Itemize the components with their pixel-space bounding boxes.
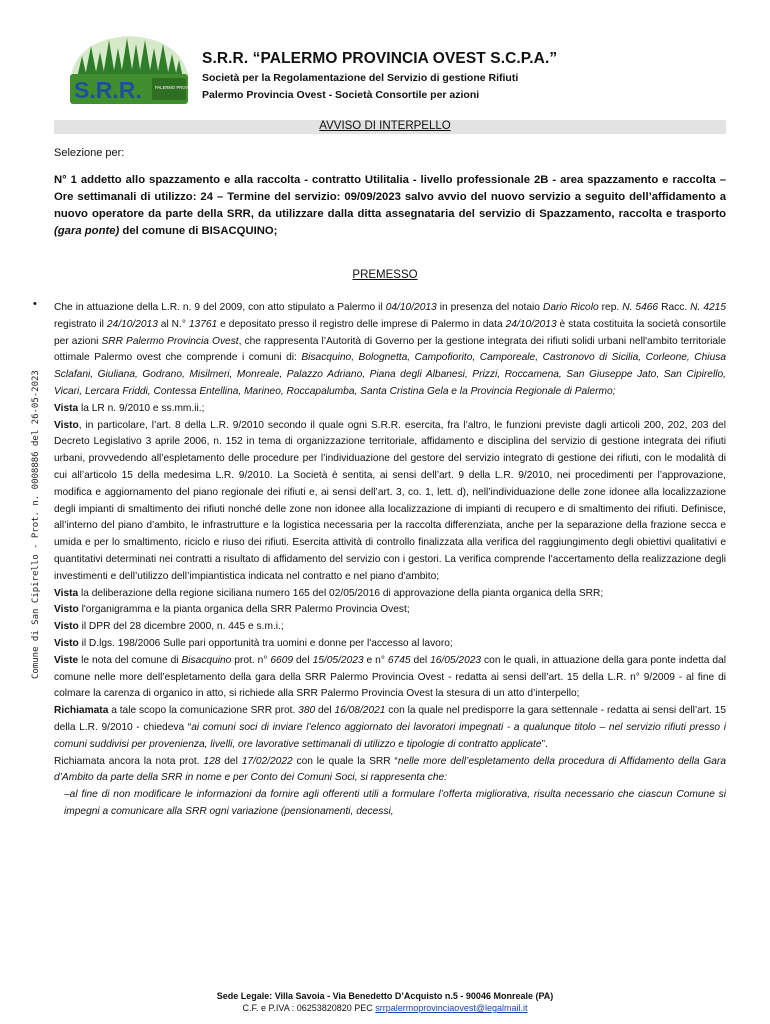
footer-fiscal: C.F. e P.IVA : 06253820820 PEC srrpalermoprovinciaovest@legalmail.it bbox=[242, 1003, 528, 1013]
job-description: N° 1 addetto allo spazzamento e alla raccolta - contratto Utilitalia - livello professionale 2B - area spazzamento e raccolta – Ore settimanali di utilizzo: 24 – Termine del servizio: 09/09/2023 salvo avvio del nuovo servizio a seguito dell’affidamento a nuovo operatore da parte della SRR, da utilizzare dalla ditta assegnataria del servizio di Spazzamento, raccolta e trasporto (gara ponte) del comune di BISACQUINO; bbox=[54, 174, 726, 237]
paragraph-visto-organigramma: Visto l'organigramma e la pianta organica della SRR Palermo Provincia Ovest; bbox=[54, 604, 410, 616]
paragraph-constitution: Che in attuazione della L.R. n. 9 del 2009, con atto stipulato a Palermo il 04/10/2013 in presenza del notaio Dario Ricolo rep. N. 5466 Racc. N. 4215 registrato il 24/10/2013 al N.° 13761 e depositato presso il registro delle imprese di Palermo in data 24/10/2013 è stata costituita la società consortile per azioni SRR Palermo Provincia Ovest, che rappresenta l’Autorità di Governo per la gestione integrata dei rifiuti solidi urbani nell'ambito territoriale ottimale Palermo ovest che comprende i comuni di: Bisacquino, Bolognetta, Campofiorito, Camporeale, Castronovo di Sicilia, Corleone, Chiusa Sclafani, Giuliana, Godrano, Misilmeri, Monreale, Palazzo Adriano, Piana degli Albanesi, Prizzi, Roccamena, San Giuseppe Jato, San Cipirello, Vicari, Lercara Friddi, Contessa Entellina, Marineo, Roccapalumba, Santa Cristina Gela e la Provincia Regionale di Palermo; bbox=[54, 302, 727, 397]
footer-address: Sede Legale: Villa Savoia - Via Benedetto D’Acquisto n.5 - 90046 Monreale (PA) bbox=[216, 991, 554, 1001]
paragraph-richiamata-ancora: Richiamata ancora la nota prot. 128 del 17/02/2022 con le quale la SRR “nelle more dell’espletamento della procedura di Affidamento della Gara d’Ambito da parte della SRR in nome e per Conto dei Comuni Soci, si rappresenta che: bbox=[54, 755, 726, 784]
organization-subtitle: Società per la Regolamentazione del Servizio di gestione Rifiuti bbox=[202, 72, 519, 84]
document-body bbox=[54, 300, 726, 821]
paragraph-visto-art8: Visto, in particolare, l’art. 8 della L.R. 9/2010 secondo il quale ogni S.R.R. esercita, fra l’altro, le funzioni previste dagli articoli 200, 202, 203 del Decreto Legislativo 3 aprile 2006, n. 152 in tema di organizzazione territoriale, affidamento e disciplina del servizio di gestione integrata dei rifiuti urbani, provvedendo all’espletamento delle procedure per l’individuazione del gestore del servizio integrato di gestione dei rifiuti, con le modalità di cui all’articolo 15 della medesima L.R. 9/2010. La Società è sentita, ai sensi dell’art. 9 della L.R. 9/2010, nei procedimenti per l’approvazione, modifica e aggiornamento del piano regionale dei rifiuti e, ai sensi dell’art. 3, co. 1, lett. d), nell’individuazione delle zone idonee alla localizzazione degli impianti di smaltimento dei rifiuti nonché delle zone non idonee alla localizzazione di impianti di recupero e di smaltimento dei rifiuti. Definisce, all’interno del piano d’ambito, le infrastrutture e la logistica necessaria per la raccolta differenziata, anche per la separazione della frazione secca e umida e per lo smaltimento, riciclo e riuso dei rifiuti. Esercita attività di controllo finalizzata alla verifica del raggiungimento degli obiettivi qualitativi e quantitativi determinati nei contratti a risultato di affidamento del servizio con i gestori. La verifica comprende l’accertamento della realizzazione degli investimenti e dell’utilizzo dell’impiantistica indicata nel contratto e nel piano d’ambito; bbox=[54, 419, 726, 582]
logo-text: S.R.R. bbox=[74, 77, 142, 103]
selection-label: Selezione per: bbox=[54, 147, 125, 159]
section-heading-premesso: PREMESSO bbox=[352, 269, 418, 281]
paragraph-vista-lr: Vista la LR n. 9/2010 e ss.mm.ii.; bbox=[54, 402, 205, 414]
pec-email-link[interactable]: srrpalermoprovinciaovest@legalmail.it bbox=[375, 1003, 528, 1013]
paragraph-vista-deliberazione: Vista la deliberazione della regione siciliana numero 165 del 02/05/2016 di approvazione della pianta organica della SRR; bbox=[54, 587, 604, 599]
logo-subtext: PALERMO PROVINCIA OVEST bbox=[155, 85, 215, 90]
srr-logo bbox=[66, 30, 215, 106]
paragraph-visto-dlgs: Visto il D.lgs. 198/2006 Sulle pari opportunità tra uomini e donne per l'accesso al lavoro; bbox=[54, 637, 453, 649]
paragraph-richiamata: Richiamata a tale scopo la comunicazione SRR prot. 380 del 16/08/2021 con la quale nel predisporre la gara settennale - redatta ai sensi dell’art. 15 della L.R. 9/2010 - chiedeva “ai comuni soci di inviare l’elenco aggiornato dei lavoratori impegnati - a qualunque titolo – nel servizio rifiuti presso i comuni suddivisi per provenienza, livelli, ore lavorative settimanali di utilizzo e tipologie di contratto applicate”. bbox=[54, 705, 727, 750]
organization-subtitle-2: Palermo Provincia Ovest - Società Consortile per azioni bbox=[202, 89, 480, 101]
organization-title: S.R.R. “PALERMO PROVINCIA OVEST S.C.P.A.” bbox=[202, 50, 558, 67]
paragraph-dash-item: –al fine di non modificare le informazioni da fornire agli offerenti utili a formulare l’offerta migliorativa, risulta necessario che ciascun Comune si impegni a comunicare alla SRR ogni variazione (pensionamenti, decessi, bbox=[64, 789, 726, 817]
notice-title: AVVISO DI INTERPELLO bbox=[319, 120, 451, 132]
bullet-point: • bbox=[33, 298, 37, 310]
protocol-stamp: Comune di San Cipirello - Prot. n. 0008886 del 26-05-2023 bbox=[31, 370, 41, 679]
paragraph-viste-note: Viste le nota del comune di Bisacquino prot. n° 6609 del 15/05/2023 e n° 6745 del 16/05/2023 con le quali, in attuazione della gara ponte indetta dal comune nelle more dell’espletamento della gara della SRR Palermo Provincia Ovest - redatta ai sensi dell’art. 15 della L.R. n° 9/2009 - al fine di colmare la carenza di organico in atto, si richiede alla SRR Palermo Provincia Ovest la stesura di un atto d’interpello; bbox=[54, 654, 726, 700]
paragraph-visto-dpr: Visto il DPR del 28 dicembre 2000, n. 445 e s.m.i.; bbox=[54, 621, 284, 633]
